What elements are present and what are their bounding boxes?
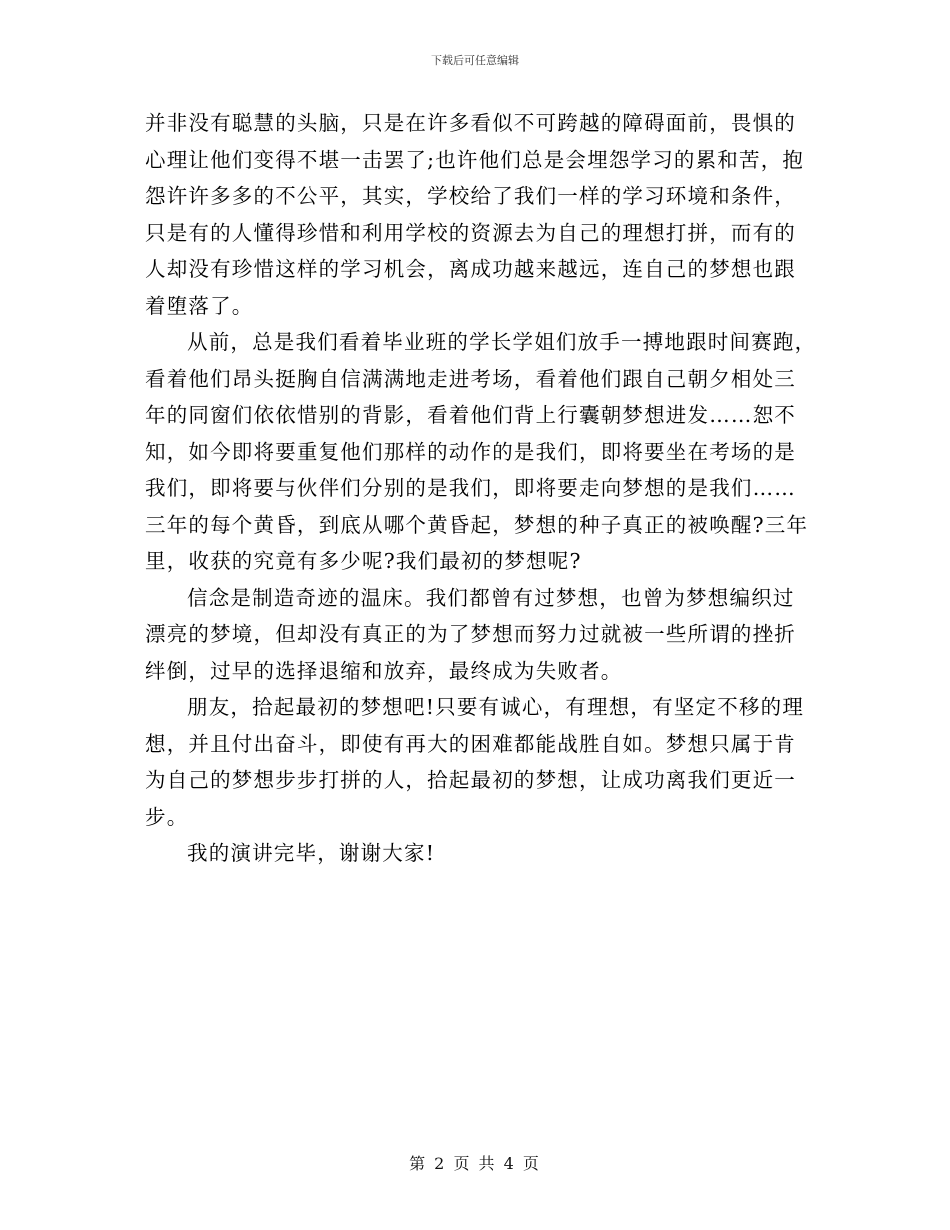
text-line: 我们，即将要与伙伴们分别的是我们，即将要走向梦想的是我们……: [145, 476, 796, 500]
paragraph: [145, 105, 807, 324]
text-line: 漂亮的梦境，但却没有真正的为了梦想而努力过就被一些所谓的挫折: [145, 622, 796, 646]
text-line: 信念是制造奇迹的温床。我们都曾有过梦想，也曾为梦想编织过: [187, 585, 795, 610]
text-line: 怨许许多多的不公平，其实，学校给了我们一样的学习环境和条件，: [145, 184, 796, 208]
text-line: 只是有的人懂得珍惜和利用学校的资源去为自己的理想打拼，而有的: [145, 220, 796, 245]
text-line: 知，如今即将要重复他们那样的动作的是我们，即将要坐在考场的是: [145, 439, 796, 464]
page-header-note: 下载后可任意编辑: [431, 54, 519, 67]
text-line: 三年的每个黄昏，到底从哪个黄昏起，梦想的种子真正的被唤醒?三年: [145, 512, 809, 537]
text-line: 里，收获的究竟有多少呢?我们最初的梦想呢?: [145, 549, 582, 573]
text-line: 着堕落了。: [145, 293, 254, 318]
text-line: 想，并且付出奋斗，即使有再大的困难都能战胜自如。梦想只属于肯: [145, 731, 796, 756]
text-line: 为自己的梦想步步打拼的人，拾起最初的梦想，让成功离我们更近一: [145, 768, 796, 792]
paragraph: [145, 324, 817, 580]
text-line: 我的演讲完毕，谢谢大家!: [187, 841, 436, 865]
paragraph: [145, 580, 807, 690]
text-line: 绊倒，过早的选择退缩和放弃，最终成为失败者。: [145, 658, 623, 683]
paragraph: [145, 835, 807, 872]
text-line: 心理让他们变得不堪一击罢了;也许他们总是会埋怨学习的累和苦，抱: [145, 147, 805, 172]
text-line: 看着他们昂头挺胸自信满满地走进考场，看着他们跟自己朝夕相处三: [145, 366, 796, 391]
document-body: [145, 105, 817, 872]
text-line: 年的同窗们依依惜别的背影，看着他们背上行囊朝梦想进发……恕不: [145, 403, 796, 427]
paragraph: [145, 689, 807, 835]
text-line: 并非没有聪慧的头脑，只是在许多看似不可跨越的障碍面前，畏惧的: [145, 111, 796, 135]
page-number-footer: 第 2 页 共 4 页: [409, 1154, 541, 1173]
text-line: 朋友，拾起最初的梦想吧!只要有诚心，有理想，有坚定不移的理: [187, 695, 805, 719]
text-line: 步。: [145, 804, 189, 829]
text-line: 从前，总是我们看着毕业班的学长学姐们放手一搏地跟时间赛跑，: [187, 330, 817, 354]
text-line: 人却没有珍惜这样的学习机会，离成功越来越远，连自己的梦想也跟: [145, 257, 796, 281]
